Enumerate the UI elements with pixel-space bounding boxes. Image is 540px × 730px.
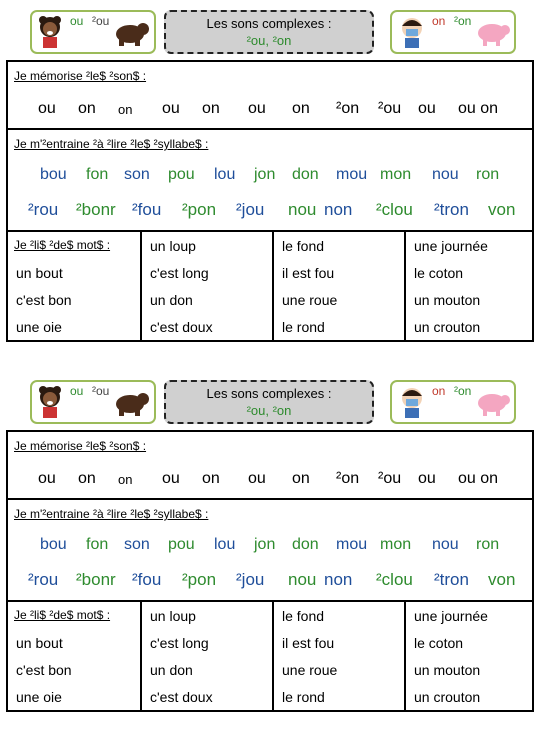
- sound-item: ²on: [336, 100, 360, 117]
- word-item: c'est long: [150, 635, 209, 651]
- ou-label: ou: [70, 14, 84, 28]
- sound-item: on: [202, 100, 220, 117]
- words-col3: [272, 602, 404, 710]
- sound-item: on: [202, 470, 220, 487]
- syllable-item: fon: [86, 166, 109, 183]
- words-col3: [272, 232, 404, 340]
- title-box: [164, 380, 374, 424]
- word-item: une roue: [282, 662, 338, 678]
- word-item: le rond: [282, 689, 325, 705]
- syllable-item: don: [292, 166, 319, 183]
- ou-sup-label: ²ou: [92, 384, 110, 398]
- syllable-item: lou: [214, 536, 236, 553]
- syllable-item: ²clou: [376, 570, 413, 589]
- syllable-item: ²pon: [182, 570, 217, 589]
- sound-item: ou: [38, 100, 56, 117]
- word-item: un bout: [16, 635, 63, 651]
- title-line1: Les sons complexes :: [206, 386, 332, 401]
- syllable-item: pou: [168, 536, 195, 553]
- syllable-item: ron: [476, 166, 500, 183]
- syllable-item: ²clou: [376, 200, 413, 219]
- word-item: un bout: [16, 265, 63, 281]
- word-item: un don: [150, 292, 193, 308]
- syllable-item: von: [488, 200, 516, 219]
- bear-icon: [110, 388, 150, 416]
- sound-item: ou: [418, 100, 436, 117]
- exercise-frame: [6, 60, 534, 342]
- word-item: le fond: [282, 238, 325, 254]
- sound-item: on: [78, 100, 96, 117]
- sound-item: ou on: [458, 470, 499, 487]
- memorise-heading: Je mémorise ²le$ ²son$ :: [14, 69, 147, 83]
- word-item: un mouton: [414, 662, 481, 678]
- pig-icon: [474, 388, 512, 416]
- syllable-item: von: [488, 570, 516, 589]
- title-line2: ²ou, ²on: [246, 33, 292, 48]
- sound-item: ²ou: [378, 100, 402, 117]
- on-sup-label: ²on: [454, 384, 472, 398]
- exercise-frame: [6, 430, 534, 712]
- words-col1: [8, 602, 138, 710]
- on-sup-label: ²on: [454, 14, 472, 28]
- word-item: un crouton: [414, 319, 481, 335]
- syllable-item: lou: [214, 166, 236, 183]
- word-item: le coton: [414, 635, 464, 651]
- word-item: un loup: [150, 608, 196, 624]
- syllable-item: non: [324, 570, 353, 589]
- word-item: c'est doux: [150, 689, 213, 705]
- syllable-item: nou: [288, 570, 317, 589]
- word-item: c'est doux: [150, 319, 213, 335]
- word-item: une oie: [16, 689, 62, 705]
- sound-item: on: [118, 102, 133, 117]
- word-item: une journée: [414, 608, 488, 624]
- sound-item: ou: [248, 100, 266, 117]
- ou-label: ou: [70, 384, 84, 398]
- memorise-row: [8, 62, 532, 130]
- sound-item: ou: [248, 470, 266, 487]
- on-label: on: [432, 384, 446, 398]
- word-item: un crouton: [414, 689, 481, 705]
- sound-item: ou: [38, 470, 56, 487]
- title-box: [164, 10, 374, 54]
- syllable-item: mou: [336, 536, 368, 553]
- syllable-item: ²bonr: [76, 570, 116, 589]
- syllables-heading: Je m'²entraine ²à ²lire ²le$ ²syllabe$ :: [14, 137, 209, 151]
- syllable-item: ²pon: [182, 200, 217, 219]
- sound-item: on: [292, 100, 310, 117]
- sound-item: ²on: [336, 470, 360, 487]
- ou-sup-label: ²ou: [92, 14, 110, 28]
- words-heading: Je ²li$ ²de$ mot$ :: [14, 238, 111, 252]
- syllable-item: ²jou: [236, 200, 265, 219]
- syllables-heading: Je m'²entraine ²à ²lire ²le$ ²syllabe$ :: [14, 507, 209, 521]
- title-line1: Les sons complexes :: [206, 16, 332, 31]
- syllable-item: jon: [254, 166, 276, 183]
- word-item: c'est bon: [16, 662, 72, 678]
- syllable-item: ²jou: [236, 570, 265, 589]
- syllables-row: [8, 130, 532, 232]
- boy-icon: [396, 14, 428, 48]
- syllable-item: ron: [476, 536, 500, 553]
- syllable-item: son: [124, 536, 150, 553]
- sound-item: ou: [418, 470, 436, 487]
- worksheet-top: [0, 0, 540, 360]
- title-line2: ²ou, ²on: [246, 403, 292, 418]
- word-item: c'est long: [150, 265, 209, 281]
- bear-icon: [110, 18, 150, 46]
- on-label: on: [432, 14, 446, 28]
- syllable-item: mon: [380, 536, 412, 553]
- words-col2: [140, 602, 272, 710]
- syllable-item: ²fou: [132, 570, 162, 589]
- word-item: c'est bon: [16, 292, 72, 308]
- girl-icon: [34, 384, 66, 418]
- sound-item: on: [78, 470, 96, 487]
- sound-item: ou: [162, 470, 180, 487]
- syllable-item: bou: [40, 166, 67, 183]
- syllable-item: fon: [86, 536, 109, 553]
- sound-item: on: [292, 470, 310, 487]
- pig-icon: [474, 18, 512, 46]
- syllable-item: nou: [288, 200, 317, 219]
- syllable-item: nou: [432, 536, 459, 553]
- words-row: [8, 602, 532, 710]
- syllable-item: ²rou: [28, 570, 59, 589]
- word-item: un mouton: [414, 292, 481, 308]
- word-item: le fond: [282, 608, 325, 624]
- syllable-item: mou: [336, 166, 368, 183]
- sound-item: on: [118, 472, 133, 487]
- syllable-item: don: [292, 536, 319, 553]
- words-row: [8, 232, 532, 340]
- words-col1: [8, 232, 138, 340]
- syllable-item: ²rou: [28, 200, 59, 219]
- word-item: il est fou: [282, 635, 335, 651]
- syllable-item: ²bonr: [76, 200, 116, 219]
- syllable-item: non: [324, 200, 353, 219]
- ou-card: [30, 10, 156, 54]
- syllable-item: ²tron: [434, 570, 469, 589]
- syllable-item: mon: [380, 166, 412, 183]
- syllable-item: ²tron: [434, 200, 469, 219]
- on-card: [390, 10, 516, 54]
- on-card: [390, 380, 516, 424]
- word-item: un loup: [150, 238, 196, 254]
- worksheet-bottom: [0, 370, 540, 730]
- syllable-item: bou: [40, 536, 67, 553]
- sound-item: ou: [162, 100, 180, 117]
- ou-card: [30, 380, 156, 424]
- sound-item: ou on: [458, 100, 499, 117]
- word-item: le coton: [414, 265, 464, 281]
- syllable-item: pou: [168, 166, 195, 183]
- word-item: un don: [150, 662, 193, 678]
- syllable-item: jon: [254, 536, 276, 553]
- words-col4: [404, 602, 534, 710]
- word-item: le rond: [282, 319, 325, 335]
- syllable-item: son: [124, 166, 150, 183]
- word-item: une journée: [414, 238, 488, 254]
- word-item: une oie: [16, 319, 62, 335]
- word-item: il est fou: [282, 265, 335, 281]
- boy-icon: [396, 384, 428, 418]
- girl-icon: [34, 14, 66, 48]
- memorise-row: [8, 432, 532, 500]
- words-col4: [404, 232, 534, 340]
- words-heading: Je ²li$ ²de$ mot$ :: [14, 608, 111, 622]
- syllable-item: ²fou: [132, 200, 162, 219]
- syllables-row: [8, 500, 532, 602]
- sound-item: ²ou: [378, 470, 402, 487]
- memorise-heading: Je mémorise ²le$ ²son$ :: [14, 439, 147, 453]
- words-col2: [140, 232, 272, 340]
- syllable-item: nou: [432, 166, 459, 183]
- word-item: une roue: [282, 292, 338, 308]
